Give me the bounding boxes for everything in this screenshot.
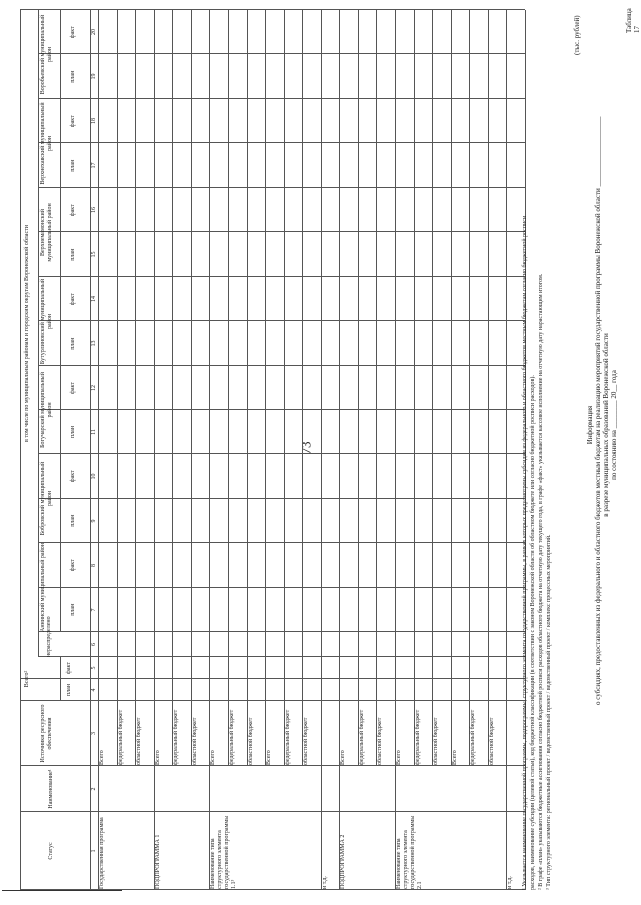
header-district: Бутурлиновский муниципальный район	[40, 278, 53, 365]
row-source: областной бюджет	[247, 717, 254, 765]
title-line: по состоянию на ________ 20__ года	[610, 370, 618, 480]
grid-line	[265, 10, 266, 766]
row-source: Всего	[99, 750, 105, 765]
footnote: ¹ Указывается наименование государственной программы, подпрограммы, структурного элемента государственной программы, в рамках которых предусмотрены субсидии из федерального и областного бюджетов местным бюджетам согласно бюджетной росписи	[522, 215, 528, 890]
header-including: в том числе по муниципальным районам и городским округам Воронежской области	[24, 225, 30, 442]
grid-line	[228, 10, 229, 766]
column-number: 3	[91, 732, 97, 735]
row-status: Наименование типа структурного элемента государственной программы 2.1	[396, 815, 424, 889]
grid-line	[414, 10, 415, 766]
header-plan: план	[70, 425, 76, 439]
row-source: Всего	[340, 750, 347, 765]
grid-line	[135, 10, 136, 766]
row-status: ПОДПРОГРАММА 1	[154, 834, 161, 889]
row-status: ПОДПРОГРАММА 2	[340, 834, 347, 889]
page-number: 73	[298, 441, 314, 455]
grid-line	[191, 10, 192, 766]
row-status: Государственная программа	[99, 817, 105, 889]
header-plan: план	[70, 514, 76, 527]
title-line: в разрезе муниципальных образований Воронежской области	[602, 333, 610, 517]
header-district: Аннинский муниципальный район	[40, 542, 46, 632]
footnote: ³ Тип структурного элемента: региональный проект / ведомственный проект / ведомственный проект / комплекс процессных мероприятий.	[546, 534, 552, 890]
row-source: федеральный бюджет	[228, 709, 235, 765]
column-number: 15	[91, 251, 97, 258]
header-fact: факт	[70, 470, 76, 483]
header-status: Статус	[48, 842, 54, 860]
row-status: и т.д.	[321, 876, 328, 889]
row-status: и т.д.	[507, 876, 514, 889]
footnote: ² В графе «план» указываются бюджетные ассигнования согласно бюджетной росписи расходов областного бюджета на отчетную дату текущего года, в графе «факт» указывается кассовое исполнение на отчетную дату нарастающим итогом.	[538, 273, 544, 890]
grid-line	[60, 10, 61, 632]
grid-line	[451, 10, 452, 766]
row-source: областной бюджет	[303, 717, 310, 765]
grid-line	[172, 10, 173, 766]
column-number: 6	[91, 643, 97, 646]
row-source: Всего	[266, 750, 273, 765]
grid-line	[432, 10, 433, 766]
header-district: Верхнемамонский муниципальный район	[40, 203, 53, 262]
header-undistributed: нераспределено	[46, 616, 52, 657]
row-source: федеральный бюджет	[470, 709, 477, 765]
column-number: 18	[91, 118, 97, 124]
title-line: о субсидиях, предоставленных из федерального и областного бюджетов местным бюджетам на реализацию мероприятий государственной программы Воронежской области ____________________	[594, 116, 602, 705]
row-source: Всего	[451, 750, 458, 765]
header-name: Наименование¹	[48, 769, 54, 809]
column-number: 5	[91, 666, 97, 670]
column-number: 12	[91, 385, 97, 391]
row-source: федеральный бюджет	[173, 709, 180, 765]
column-number: 16	[91, 207, 97, 213]
grid-line	[60, 657, 61, 701]
column-number: 9	[91, 519, 97, 523]
column-number: 19	[91, 73, 97, 80]
column-number: 11	[91, 429, 97, 435]
grid-line	[488, 10, 489, 766]
grid-line	[247, 10, 248, 766]
grid-line	[38, 10, 39, 657]
header-plan: план	[70, 337, 76, 350]
header-fact: факт	[70, 293, 76, 306]
grid-line	[358, 10, 359, 766]
column-number: 20	[91, 29, 97, 35]
grid-line	[154, 10, 155, 766]
row-source: Всего	[396, 750, 403, 765]
grid-line	[20, 10, 21, 890]
row-source: федеральный бюджет	[414, 709, 421, 765]
column-number: 17	[91, 162, 97, 169]
grid-line	[284, 10, 285, 766]
row-source: областной бюджет	[136, 717, 143, 765]
subsidy-table	[20, 0, 514, 890]
column-number: 2	[91, 787, 97, 791]
header-source: Источники ресурсного обеспечения	[40, 704, 53, 763]
column-number: 10	[91, 473, 97, 480]
grid-line	[376, 10, 377, 766]
header-district: Воробьевский муниципальный район	[40, 14, 53, 95]
row-source: федеральный бюджет	[358, 709, 365, 765]
grid-line	[209, 10, 210, 766]
header-total: Всего²	[24, 670, 30, 688]
column-number: 8	[91, 564, 97, 567]
grid-line	[506, 10, 507, 766]
units-label: (тыс. рублей)	[573, 15, 581, 55]
header-district: Верхнехавский муниципальный район	[40, 102, 53, 185]
footnote: расходов, наименование субсидии (целевой статьи), код бюджетной классификации (в соответствии с законом Воронежской области об областном бюджете или согласно бюджетной росписи расходов).	[530, 375, 536, 890]
grid-line	[339, 10, 340, 766]
header-plan: план	[70, 603, 76, 616]
row-source	[322, 702, 341, 765]
row-source: Всего	[154, 750, 161, 765]
header-plan: план	[70, 159, 76, 172]
header-district: Богучарский муниципальный район	[40, 372, 53, 448]
header-plan: план	[70, 248, 76, 261]
column-number: 1	[91, 849, 97, 853]
column-number: 13	[91, 340, 97, 347]
header-fact: факт	[70, 382, 76, 395]
header-district: Бобровский муниципальный район	[40, 461, 53, 536]
grid-line	[117, 10, 118, 766]
header-fact: факт	[66, 662, 72, 675]
column-number: 7	[91, 608, 97, 612]
grid-line	[395, 10, 396, 766]
header-fact: факт	[70, 559, 76, 572]
row-status: Наименование типа структурного элемента государственной программы 1.1³	[210, 815, 238, 889]
header-fact: факт	[70, 204, 76, 217]
header-plan: план	[70, 70, 76, 83]
row-source: федеральный бюджет	[117, 709, 124, 765]
grid-line	[302, 10, 303, 766]
grid-line	[321, 10, 322, 766]
title-line: Информация	[586, 405, 594, 445]
grid-line	[469, 10, 470, 766]
document-title	[586, 116, 618, 705]
header-fact: факт	[70, 26, 76, 39]
row-source: областной бюджет	[488, 717, 495, 765]
row-source: областной бюджет	[433, 717, 440, 765]
header-fact: факт	[70, 115, 76, 128]
row-source: областной бюджет	[191, 717, 198, 765]
row-source: областной бюджет	[377, 717, 384, 765]
header-plan: план	[66, 683, 72, 697]
column-number: 4	[91, 688, 97, 692]
column-number: 14	[91, 296, 97, 302]
table-label: Таблица 17	[625, 8, 641, 33]
row-source: федеральный бюджет	[284, 709, 291, 765]
row-source: Всего	[210, 750, 217, 765]
